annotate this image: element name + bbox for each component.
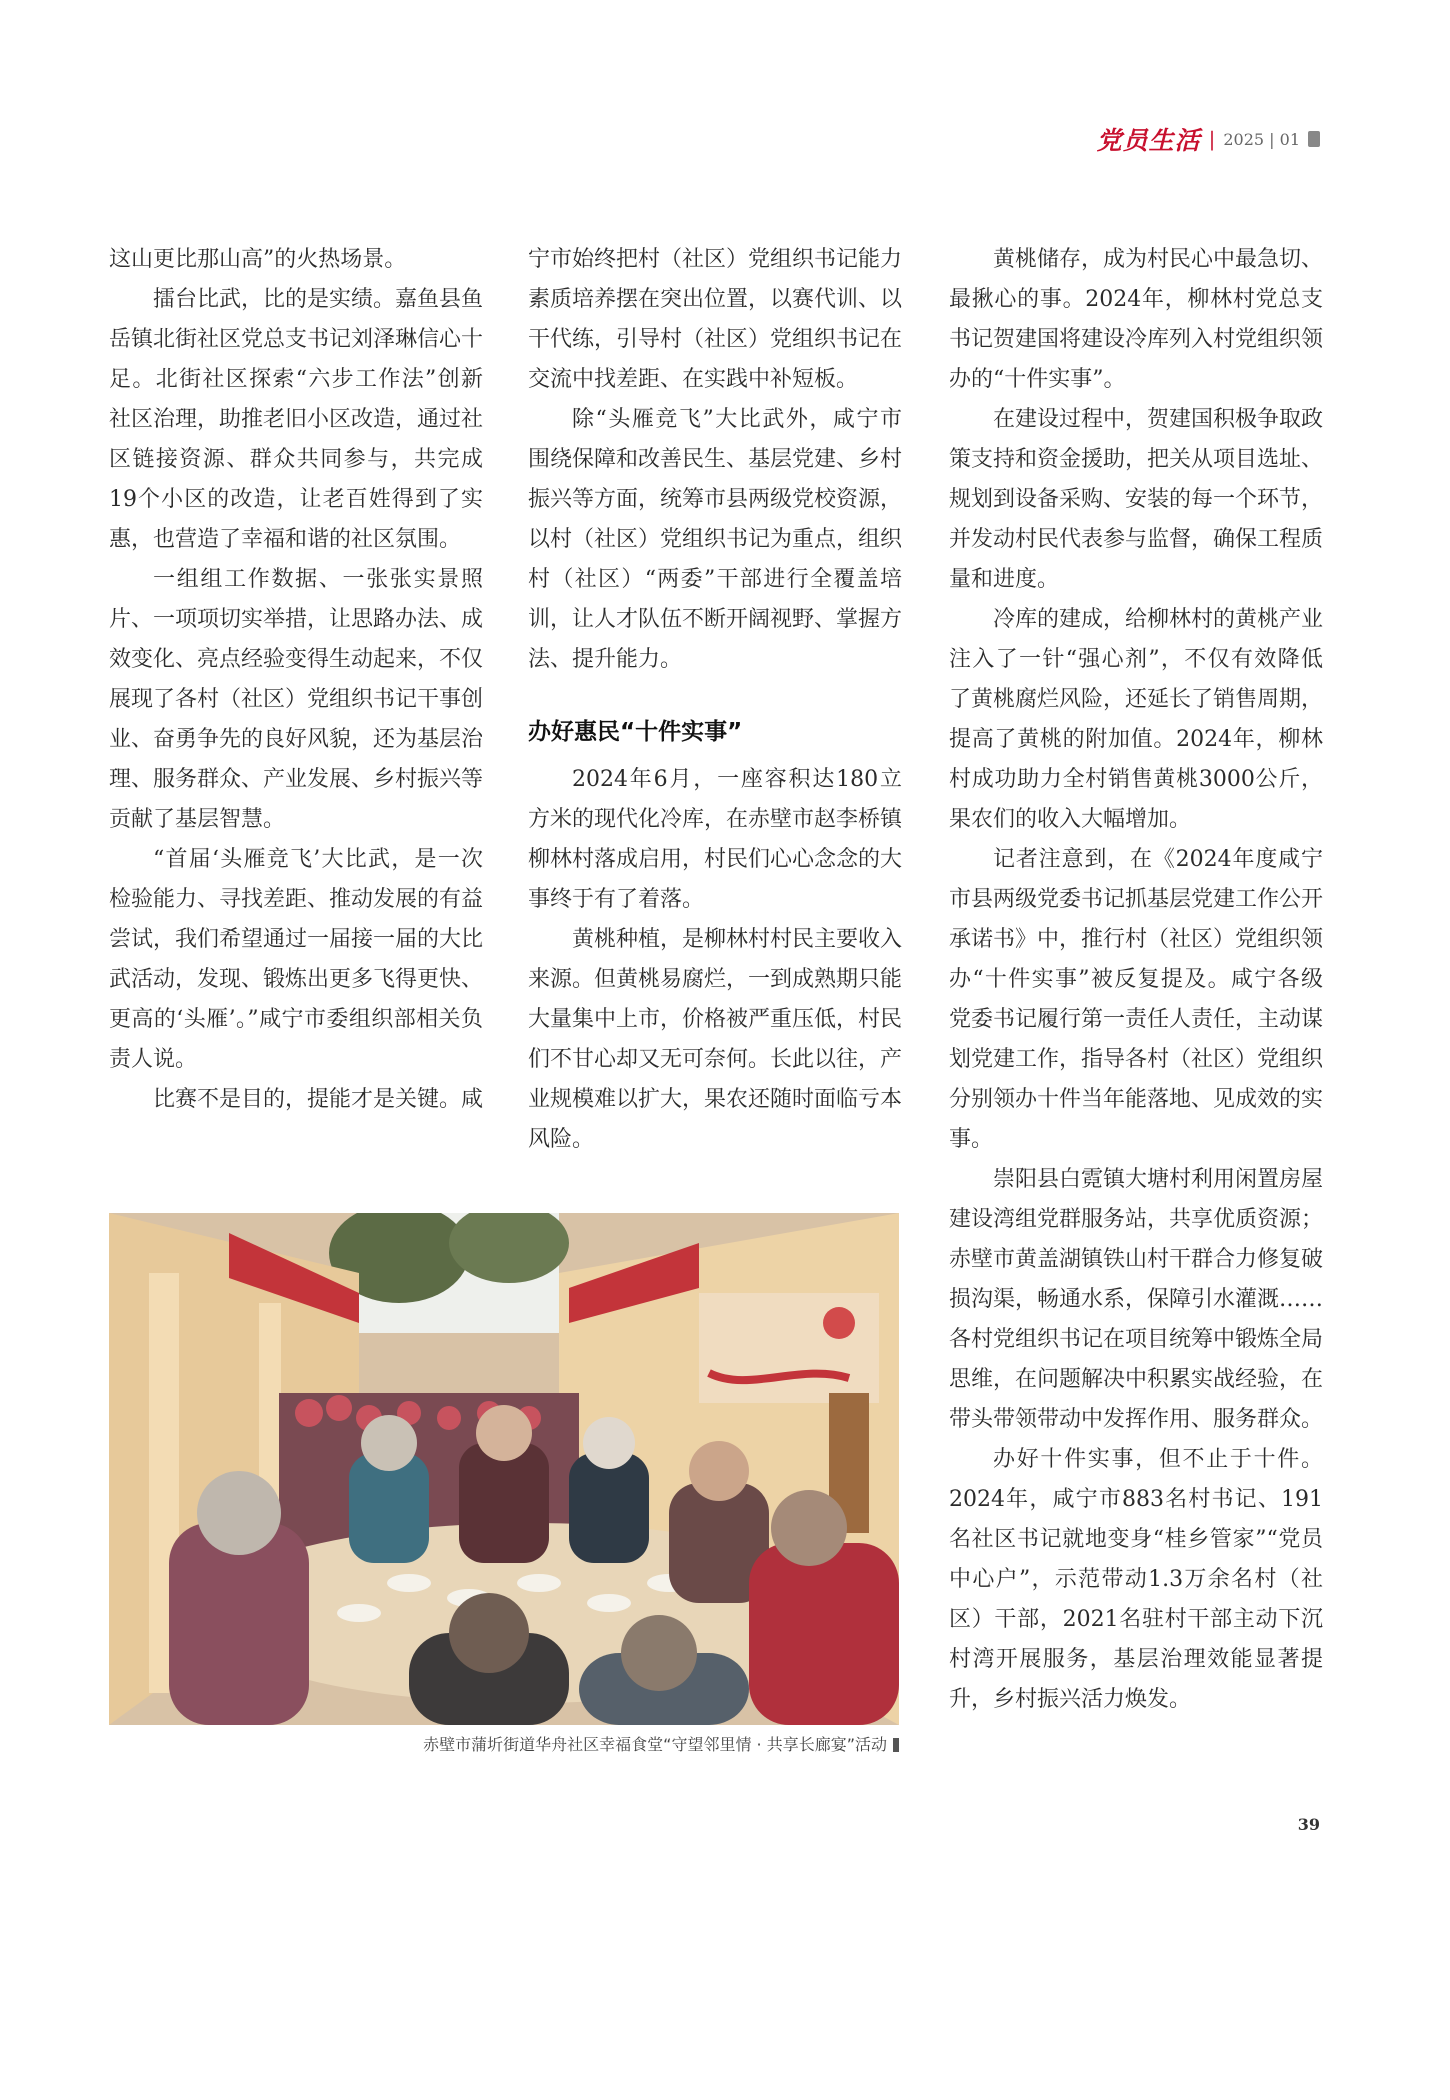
text-column-1 xyxy=(109,240,483,1120)
text-column-3 xyxy=(949,240,1323,1720)
text-column-2 xyxy=(528,240,902,1160)
paragraph: 擂台比武，比的是实绩。嘉鱼县鱼岳镇北街社区党总支书记刘泽琳信心十足。北街社区探索“六步工作法”创新社区治理，助推老旧小区改造，通过社区链接资源、群众共同参与，共完成19个小区的改造，让老百姓得到了实惠，也营造了幸福和谐的社区氛围。 xyxy=(109,287,484,552)
paragraph: 这山更比那山高”的火热场景。 xyxy=(109,247,407,272)
paragraph: 2024年6月，一座容积达180立方米的现代化冷库，在赤壁市赵李桥镇柳林村落成启用，村民们心心念念的大事终于有了着落。 xyxy=(528,767,903,912)
paragraph: 比赛不是目的，提能才是关键。咸 xyxy=(153,1087,484,1112)
bookmark-icon xyxy=(1308,131,1320,147)
masthead-separator: | xyxy=(1208,127,1216,151)
paragraph: 黄桃种植，是柳林村村民主要收入来源。但黄桃易腐烂，一到成熟期只能大量集中上市，价格被严重压低，村民们不甘心却又无可奈何。长此以往，产业规模难以扩大，果农还随时面临亏本风险。 xyxy=(528,927,903,1152)
caption-text: 赤壁市蒲圻街道华舟社区幸福食堂“守望邻里情 · 共享长廊宴”活动 xyxy=(423,1735,887,1754)
paragraph: 黄桃储存，成为村民心中最急切、最揪心的事。2024年，柳林村党总支书记贺建国将建设冷库列入村党组织领办的“十件实事”。 xyxy=(949,247,1324,392)
caption-marker-icon xyxy=(893,1738,899,1752)
page-number: 39 xyxy=(1297,1815,1320,1834)
magazine-title: 党员生活 xyxy=(1096,126,1201,155)
paragraph: 一组组工作数据、一张张实景照片、一项项切实举措，让思路办法、成效变化、亮点经验变得生动起来，不仅展现了各村（社区）党组织书记干事创业、奋勇争先的良好风貌，还为基层治理、服务群众、产业发展、乡村振兴等贡献了基层智慧。 xyxy=(109,567,484,832)
paragraph: 在建设过程中，贺建国积极争取政策支持和资金援助，把关从项目选址、规划到设备采购、安装的每一个环节，并发动村民代表参与监督，确保工程质量和进度。 xyxy=(949,407,1324,592)
photo-caption xyxy=(109,1733,899,1757)
paragraph: 除“头雁竞飞”大比武外，咸宁市围绕保障和改善民生、基层党建、乡村振兴等方面，统筹市县两级党校资源，以村（社区）党组织书记为重点，组织村（社区）“两委”干部进行全覆盖培训，让人才队伍不断开阔视野、掌握方法、提升能力。 xyxy=(528,407,903,672)
section-heading: 办好惠民“十件实事” xyxy=(528,719,743,745)
paragraph: 冷库的建成，给柳林村的黄桃产业注入了一针“强心剂”，不仅有效降低了黄桃腐烂风险，还延长了销售周期，提高了黄桃的附加值。2024年，柳林村成功助力全村销售黄桃3000公斤，果农们的收入大幅增加。 xyxy=(949,607,1324,832)
issue-number: 2025 | 01 xyxy=(1223,129,1300,149)
paragraph: 宁市始终把村（社区）党组织书记能力素质培养摆在突出位置，以赛代训、以干代练，引导村（社区）党组织书记在交流中找差距、在实践中补短板。 xyxy=(528,247,903,392)
paragraph: 记者注意到，在《2024年度咸宁市县两级党委书记抓基层党建工作公开承诺书》中，推行村（社区）党组织领办“十件实事”被反复提及。咸宁各级党委书记履行第一责任人责任，主动谋划党建工作，指导各村（社区）党组织分别领办十件当年能落地、见成效的实事。 xyxy=(949,847,1324,1152)
paragraph: “首届‘头雁竞飞’大比武，是一次检验能力、寻找差距、推动发展的有益尝试，我们希望通过一届接一届的大比武活动，发现、锻炼出更多飞得更快、更高的‘头雁’。”咸宁市委组织部相关负责人说。 xyxy=(109,847,484,1072)
paragraph: 办好十件实事，但不止于十件。2024年，咸宁市883名村书记、191名社区书记就地变身“桂乡管家”“党员中心户”，示范带动1.3万余名村（社区）干部，2021名驻村干部主动下沉村湾开展服务，基层治理效能显著提升，乡村振兴活力焕发。 xyxy=(949,1447,1323,1712)
masthead xyxy=(1097,124,1320,154)
banquet-photo xyxy=(109,1213,899,1725)
paragraph: 崇阳县白霓镇大塘村利用闲置房屋建设湾组党群服务站，共享优质资源；赤壁市黄盖湖镇铁山村干群合力修复破损沟渠，畅通水系，保障引水灌溉……各村党组织书记在项目统筹中锻炼全局思维，在问题解决中积累实战经验，在带头带领带动中发挥作用、服务群众。 xyxy=(949,1167,1324,1432)
